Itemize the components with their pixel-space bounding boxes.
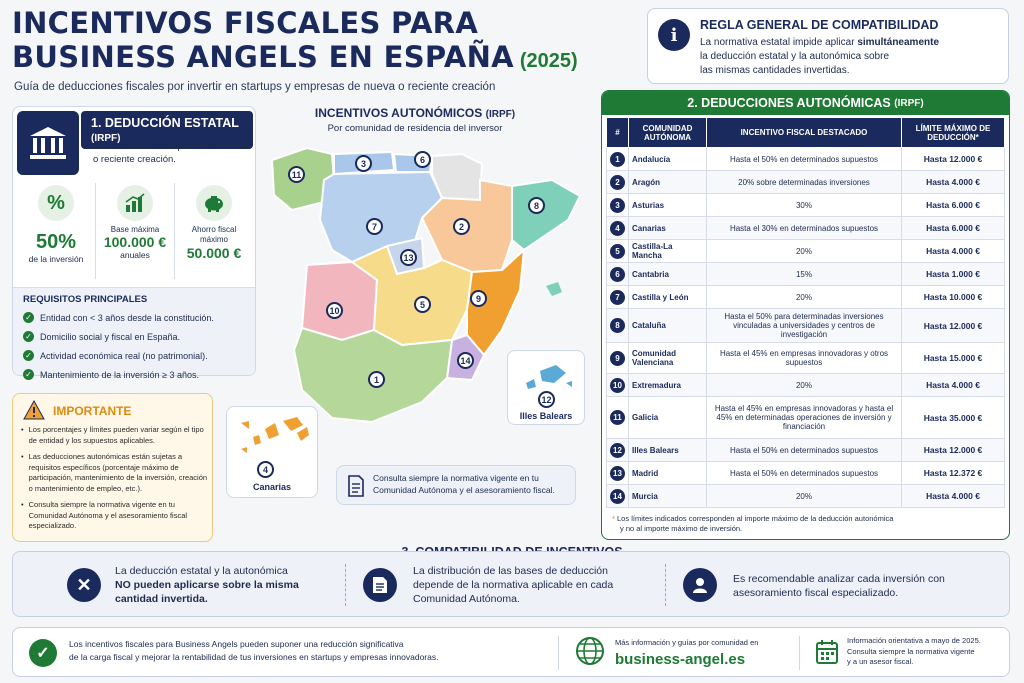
cell-limite: Hasta 4.000 € [902, 240, 1005, 263]
row-number-badge: 3 [610, 198, 625, 213]
cell-num [607, 343, 629, 374]
info-icon: i [658, 19, 690, 51]
importante-text: Consulta siempre la normativa vigente en tu Comunidad Autónoma y el asesoramiento fiscal especializado. [28, 500, 188, 530]
map-marker-9: 9 [470, 290, 487, 307]
table-row [607, 217, 1005, 240]
stat-top-3: Ahorro fiscal máximo [191, 225, 237, 244]
cell-comunidad: Aragón [629, 171, 707, 194]
cell-limite: Hasta 4.000 € [902, 171, 1005, 194]
cell-incentivo: Hasta el 30% en determinados supuestos [707, 217, 902, 240]
cell-incentivo: Hasta el 50% en determinados supuestos [707, 439, 902, 462]
requisitos-box [13, 287, 255, 380]
cell-num [607, 397, 629, 439]
estatal-card [12, 106, 256, 380]
row-number-badge: 8 [610, 318, 625, 333]
cell-limite: Hasta 12.000 € [902, 439, 1005, 462]
compat-1a: La deducción estatal y la autonómica [115, 565, 288, 577]
regla-line2: la deducción estatal y la autonómica sobre [700, 51, 890, 62]
calendar-icon [815, 639, 839, 665]
importante-card [12, 393, 213, 542]
canarias-label: Canarias [252, 482, 292, 492]
check-icon: ✓ [23, 350, 34, 361]
map-marker-12: 12 [538, 391, 555, 408]
subtitle: Guía de deducciones fiscales por invertir en startups y empresas de nueva o reciente creación [14, 81, 496, 93]
th-num: # [607, 118, 629, 148]
map-marker-11: 11 [288, 166, 305, 183]
cell-num [607, 171, 629, 194]
cell-num [607, 194, 629, 217]
autonomicas-table [606, 117, 1005, 508]
cell-comunidad: Cantabria [629, 263, 707, 286]
compat-item-1-text [115, 564, 299, 606]
th-comunidad: COMUNIDAD AUTÓNOMA [629, 118, 707, 148]
estatal-title-text: 1. DEDUCCIÓN ESTATAL [91, 116, 239, 130]
cell-incentivo: Hasta el 50% en determinados supuestos [707, 462, 902, 485]
importante-item [21, 452, 209, 494]
check-icon: ✓ [23, 369, 34, 380]
row-number-badge: 10 [610, 378, 625, 393]
cell-limite: Hasta 12.000 € [902, 309, 1005, 343]
cell-num [607, 439, 629, 462]
cell-comunidad: Murcia [629, 485, 707, 508]
table-row [607, 240, 1005, 263]
estatal-stats [17, 183, 253, 279]
importante-text: Los porcentajes y límites pueden variar según el tipo de entidad y los supuestos aplicables. [28, 425, 204, 445]
cell-comunidad: Canarias [629, 217, 707, 240]
chart-up-icon [117, 185, 153, 221]
cell-comunidad: Andalucía [629, 148, 707, 171]
regla-line3: las mismas cantidades invertidas. [700, 65, 850, 76]
map-note [336, 465, 576, 505]
autonomicas-card [601, 90, 1010, 540]
cell-limite: Hasta 12.000 € [902, 148, 1005, 171]
percent-icon: % [38, 185, 74, 221]
stat-ahorro [175, 183, 253, 279]
importante-text: Las deducciones autonómicas están sujetas a requisitos específicos (porcentaje máximo de participación, mantenimiento de la inversión, creación o mantenimiento de empleo, etc.). [28, 452, 208, 493]
cell-comunidad: Castilla y León [629, 286, 707, 309]
map-note-text: Consulta siempre la normativa vigente en tu Comunidad Autónoma y el asesoramiento fiscal. [373, 473, 555, 495]
baleares-label: Illes Balears [519, 411, 573, 421]
cell-comunidad: Asturias [629, 194, 707, 217]
requisito-item [23, 312, 245, 323]
map-marker-13: 13 [400, 249, 417, 266]
row-number-badge: 14 [610, 489, 625, 504]
map-title-small: (IRPF) [485, 109, 516, 120]
cell-incentivo: 20% [707, 374, 902, 397]
region-extremadura [302, 262, 377, 340]
cell-num [607, 217, 629, 240]
footer-line2: de la carga fiscal y mejorar la rentabilidad de tus inversiones en startups y empresas innovadoras. [69, 652, 439, 662]
cell-incentivo: 15% [707, 263, 902, 286]
requisito-item [23, 350, 245, 361]
cell-comunidad: Extremadura [629, 374, 707, 397]
table-row [607, 263, 1005, 286]
cell-incentivo: 20% [707, 485, 902, 508]
cell-limite: Hasta 6.000 € [902, 194, 1005, 217]
title-line-2: BUSINESS ANGELS EN ESPAÑA [12, 40, 514, 74]
row-number-badge: 2 [610, 175, 625, 190]
map-marker-8: 8 [528, 197, 545, 214]
table-row [607, 309, 1005, 343]
cell-comunidad: Cataluña [629, 309, 707, 343]
check-icon: ✓ [23, 312, 34, 323]
footer-info-2: Consulta siempre la normativa vigente [847, 646, 975, 656]
cell-limite: Hasta 1.000 € [902, 263, 1005, 286]
stat-top-2: Base máxima [110, 225, 160, 234]
importante-item [21, 500, 209, 532]
compat-item-3 [683, 564, 983, 606]
th-limite: LÍMITE MÁXIMO DE DEDUCCIÓN* [902, 118, 1005, 148]
cell-num [607, 148, 629, 171]
table-row [607, 171, 1005, 194]
stat-value-3: 50.000 € [186, 245, 242, 261]
main-title [12, 6, 578, 78]
estatal-icon-box [17, 111, 79, 175]
autonomicas-title-text: 2. DEDUCCIONES AUTONÓMICAS [687, 96, 891, 110]
row-number-badge: 9 [610, 351, 625, 366]
region-baleares-small [546, 282, 562, 296]
row-number-badge: 6 [610, 267, 625, 282]
table-row [607, 286, 1005, 309]
importante-title: IMPORTANTE [53, 404, 132, 418]
title-year: (2025) [519, 50, 578, 72]
footer-line1: Los incentivos fiscales para Business Angels pueden suponer una reducción significativa [69, 639, 404, 649]
table-row [607, 397, 1005, 439]
regla-text [700, 36, 939, 78]
stat-value-2: 100.000 € [103, 234, 167, 250]
cell-incentivo: Hasta el 45% en empresas innovadoras y hasta el 45% en determinadas operaciones de inversión y financiación [707, 397, 902, 439]
requisito-text: Actividad económica real (no patrimonial). [40, 350, 208, 361]
footer-info [847, 636, 981, 668]
map-marker-14: 14 [457, 352, 474, 369]
compat-1c: cantidad invertida. [115, 593, 208, 605]
bank-icon [28, 125, 68, 161]
cell-num [607, 462, 629, 485]
autonomicas-title [602, 91, 1009, 115]
row-number-badge: 4 [610, 221, 625, 236]
cell-num [607, 263, 629, 286]
cell-num [607, 309, 629, 343]
row-number-badge: 12 [610, 443, 625, 458]
footer-info-3: y a un asesor fiscal. [847, 657, 914, 666]
cell-num [607, 374, 629, 397]
cell-incentivo: 30% [707, 194, 902, 217]
stat-base [96, 183, 175, 279]
compat-item-1 [67, 564, 347, 606]
check-icon: ✓ [29, 639, 57, 667]
regla-title: REGLA GENERAL DE COMPATIBILIDAD [700, 18, 939, 32]
estatal-description: Por inversión en empresas de nueva o reciente creación. [93, 141, 248, 165]
warning-icon [23, 400, 45, 425]
th-incentivo: INCENTIVO FISCAL DESTACADO [707, 118, 902, 148]
row-number-badge: 1 [610, 152, 625, 167]
cell-comunidad: Illes Balears [629, 439, 707, 462]
divider-1 [345, 564, 346, 606]
bullet-icon: • [21, 425, 24, 434]
compat-item-2-text: La distribución de las bases de deducción depende de la normativa aplicable en cada Comunidad Autónoma. [413, 565, 614, 605]
cell-incentivo: Hasta el 50% para determinadas inversiones vinculadas a universidades y centros de investigación [707, 309, 902, 343]
map-marker-7: 7 [366, 218, 383, 235]
bullet-icon: • [21, 500, 24, 509]
footnote-line1: Los límites indicados corresponden al importe máximo de la deducción autonómica [617, 514, 894, 523]
divider-2 [665, 564, 666, 606]
regla-line1b: simultáneamente [857, 37, 940, 48]
requisito-text: Entidad con < 3 años desde la constitución. [40, 312, 214, 323]
importante-item [21, 425, 209, 446]
stat-value-1: 50% [35, 231, 77, 253]
cell-limite: Hasta 6.000 € [902, 217, 1005, 240]
autonomicas-title-small: (IRPF) [894, 97, 924, 109]
footer-divider-1 [558, 636, 559, 670]
map-marker-4: 4 [257, 461, 274, 478]
cell-limite: Hasta 4.000 € [902, 485, 1005, 508]
bullet-icon: • [21, 452, 24, 461]
row-number-badge: 5 [610, 244, 625, 259]
globe-icon [575, 636, 605, 666]
map-marker-5: 5 [414, 296, 431, 313]
cell-comunidad: Castilla-La Mancha [629, 240, 707, 263]
title-line-1: INCENTIVOS FISCALES PARA [12, 6, 479, 40]
compat-1b: NO pueden aplicarse sobre la misma [115, 579, 299, 591]
region-cataluna [512, 180, 580, 250]
x-icon: ✕ [67, 568, 101, 602]
cell-num [607, 485, 629, 508]
footer-info-1: Información orientativa a mayo de 2025. [847, 636, 981, 645]
map-marker-3: 3 [355, 155, 372, 172]
compat-item-2 [363, 564, 653, 606]
map-marker-10: 10 [326, 302, 343, 319]
footnote: * Los límites indicados corresponden al importe máximo de la deducción autonómica y no al importe máximo de inversión. [612, 514, 894, 533]
check-icon: ✓ [23, 331, 34, 342]
requisito-item [23, 369, 245, 380]
cell-incentivo: 20% sobre determinadas inversiones [707, 171, 902, 194]
footnote-line2: y no al importe máximo de inversión. [620, 524, 743, 533]
requisito-text: Mantenimiento de la inversión ≥ 3 años. [40, 369, 200, 380]
table-row [607, 148, 1005, 171]
cell-limite: Hasta 4.000 € [902, 374, 1005, 397]
compat-card [12, 551, 1010, 617]
cell-num [607, 240, 629, 263]
table-row [607, 343, 1005, 374]
document-list-icon [363, 568, 397, 602]
cell-incentivo: Hasta el 50% en determinados supuestos [707, 148, 902, 171]
canarias-inset [226, 406, 318, 498]
stat-label-2: anuales [120, 250, 150, 260]
baleares-inset [507, 350, 585, 425]
table-row [607, 462, 1005, 485]
table-row [607, 485, 1005, 508]
map-marker-6: 6 [414, 151, 431, 168]
footer-web-label: Más información y guías por comunidad en [615, 638, 759, 647]
cell-incentivo: Hasta el 45% en empresas innovadoras y otros supuestos [707, 343, 902, 374]
stat-label-1: de la inversión [28, 254, 84, 264]
cell-comunidad: Galicia [629, 397, 707, 439]
cell-incentivo: 20% [707, 240, 902, 263]
row-number-badge: 13 [610, 466, 625, 481]
map-marker-1: 1 [368, 371, 385, 388]
footer-text [69, 638, 438, 664]
cell-limite: Hasta 35.000 € [902, 397, 1005, 439]
estatal-title-small: (IRPF) [91, 133, 121, 144]
footer-web-url[interactable]: business-angel.es [615, 651, 746, 668]
table-row [607, 439, 1005, 462]
user-icon [683, 568, 717, 602]
piggy-bank-icon [196, 185, 232, 221]
autonomicas-tbody [607, 148, 1005, 508]
cell-comunidad: Comunidad Valenciana [629, 343, 707, 374]
regla-general-card [647, 8, 1009, 84]
requisito-text: Domicilio social y fiscal en España. [40, 331, 181, 342]
cell-limite: Hasta 15.000 € [902, 343, 1005, 374]
row-number-badge: 11 [610, 410, 625, 425]
row-number-badge: 7 [610, 290, 625, 305]
requisitos-title: REQUISITOS PRINCIPALES [23, 294, 148, 305]
stat-percent [17, 183, 96, 279]
table-row [607, 194, 1005, 217]
requisitos-list [23, 312, 245, 380]
map-title [300, 106, 530, 134]
cell-num [607, 286, 629, 309]
importante-list [21, 425, 209, 538]
map-subtitle: Por comunidad de residencia del inversor [327, 123, 503, 134]
cell-incentivo: 20% [707, 286, 902, 309]
document-icon [347, 475, 365, 497]
cell-limite: Hasta 12.372 € [902, 462, 1005, 485]
cell-comunidad: Madrid [629, 462, 707, 485]
footer-divider-2 [799, 636, 800, 670]
map-title-text: INCENTIVOS AUTONÓMICOS [314, 106, 483, 120]
regla-line1a: La normativa estatal impide aplicar [700, 37, 858, 48]
compat-item-3-text: Es recomendable analizar cada inversión con asesoramiento fiscal especializado. [733, 573, 945, 599]
table-row [607, 374, 1005, 397]
map-marker-2: 2 [453, 218, 470, 235]
requisito-item [23, 331, 245, 342]
cell-limite: Hasta 10.000 € [902, 286, 1005, 309]
footer-card [12, 627, 1010, 677]
